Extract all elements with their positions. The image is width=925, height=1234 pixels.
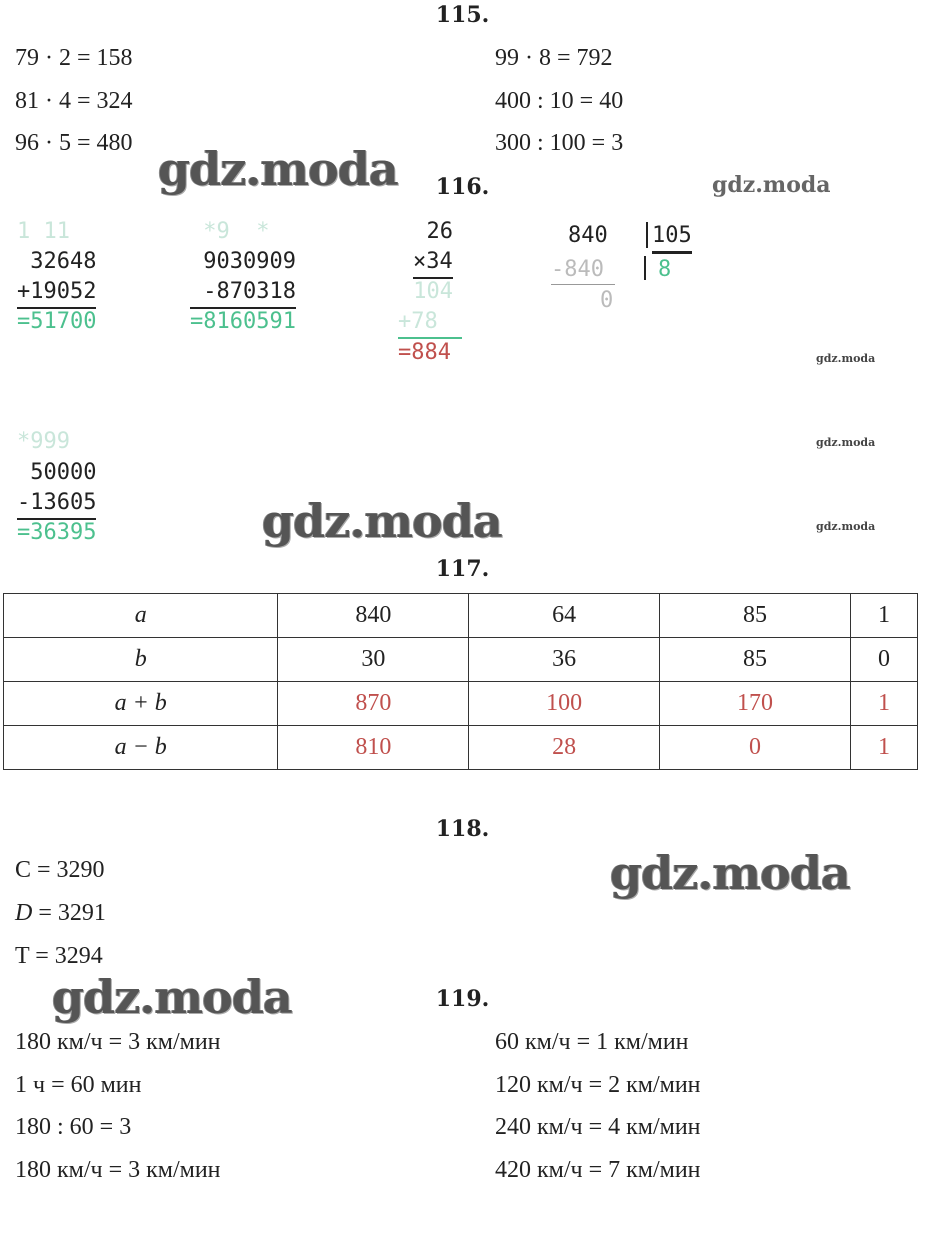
- eq-119-left-3: 180 : 60 = 3: [15, 1114, 132, 1140]
- table-row: [4, 638, 918, 682]
- table-cell: 28: [469, 726, 660, 770]
- eq-119-right-2: 120 км/ч = 2 км/мин: [495, 1072, 701, 1098]
- minuend: 50000: [17, 460, 97, 485]
- row-label: a − b: [4, 726, 278, 770]
- multiplicand: 26: [400, 219, 453, 244]
- division-line: [551, 284, 615, 285]
- addend-1: 32648: [17, 249, 97, 274]
- eq-115-left-1: 79 · 2 = 158: [15, 45, 133, 71]
- table-cell: 810: [278, 726, 469, 770]
- table-cell: 170: [660, 682, 851, 726]
- table-cell: 1: [850, 682, 917, 726]
- table-cell: 1: [850, 594, 917, 638]
- table-row: [4, 682, 918, 726]
- carry-digits: 1 11: [17, 219, 70, 244]
- subtrahend: -870318: [190, 277, 296, 309]
- eq-119-left-1: 180 км/ч = 3 км/мин: [15, 1029, 221, 1055]
- eq-115-right-3: 300 : 100 = 3: [495, 130, 624, 156]
- eq-119-left-2: 1 ч = 60 мин: [15, 1072, 142, 1098]
- table-cell: 100: [469, 682, 660, 726]
- row-label: b: [4, 638, 278, 682]
- division-subtract: -840: [551, 257, 604, 282]
- table-cell: 0: [850, 638, 917, 682]
- table-cell: 1: [850, 726, 917, 770]
- partial-product-2: +78: [398, 307, 462, 339]
- borrow-marks: *999: [17, 429, 70, 454]
- borrow-marks: *9 *: [190, 219, 270, 244]
- table-cell: 85: [660, 594, 851, 638]
- eq-118-3: T = 3294: [15, 943, 103, 969]
- eq-118-1: C = 3290: [15, 857, 105, 883]
- partial-product-1: 104: [400, 279, 453, 304]
- table-cell: 36: [469, 638, 660, 682]
- eq-115-right-2: 400 : 10 = 40: [495, 88, 624, 114]
- table-row: [4, 726, 918, 770]
- heading-117: 117.: [435, 556, 490, 582]
- division-bar-lower: [644, 256, 646, 280]
- watermark-logo: gdz.moda: [816, 436, 876, 449]
- addend-2: +19052: [17, 277, 96, 309]
- table-row: [4, 594, 918, 638]
- difference-result: =36395: [17, 520, 97, 545]
- table-cell: 64: [469, 594, 660, 638]
- divisor: 105: [652, 221, 692, 254]
- product-result: =884: [398, 340, 451, 365]
- table-cell: 85: [660, 638, 851, 682]
- watermark-logo: gdz.moda: [816, 352, 876, 365]
- values-table: [3, 593, 918, 770]
- watermark-logo: gdz.moda: [158, 142, 398, 196]
- eq-115-right-1: 99 · 8 = 792: [495, 45, 613, 71]
- heading-116: 116.: [435, 174, 490, 200]
- heading-119: 119.: [435, 986, 490, 1012]
- eq-119-right-4: 420 км/ч = 7 км/мин: [495, 1157, 701, 1183]
- watermark-logo: gdz.moda: [262, 494, 502, 548]
- multiplier: ×34: [413, 247, 453, 279]
- difference-result: =8160591: [190, 309, 296, 334]
- heading-118: 118.: [435, 816, 490, 842]
- table-cell: 870: [278, 682, 469, 726]
- minuend: 9030909: [190, 249, 296, 274]
- eq-119-right-1: 60 км/ч = 1 км/мин: [495, 1029, 689, 1055]
- eq-119-left-4: 180 км/ч = 3 км/мин: [15, 1157, 221, 1183]
- heading-115: 115.: [435, 2, 490, 28]
- eq-119-right-3: 240 км/ч = 4 км/мин: [495, 1114, 701, 1140]
- table-cell: 840: [278, 594, 469, 638]
- eq-115-left-2: 81 · 4 = 324: [15, 88, 133, 114]
- row-label: a: [4, 594, 278, 638]
- division-bar: [646, 222, 648, 248]
- watermark-logo: gdz.moda: [712, 172, 831, 198]
- quotient: 8: [658, 257, 672, 282]
- row-label: a + b: [4, 682, 278, 726]
- eq-118-2: D = 3291: [15, 900, 106, 926]
- dividend: 840: [568, 223, 608, 248]
- table-cell: 30: [278, 638, 469, 682]
- watermark-logo: gdz.moda: [52, 970, 292, 1024]
- table-cell: 0: [660, 726, 851, 770]
- remainder: 0: [600, 288, 614, 313]
- subtrahend: -13605: [17, 488, 96, 520]
- watermark-logo: gdz.moda: [816, 520, 876, 533]
- watermark-logo: gdz.moda: [610, 846, 850, 900]
- sum-result: =51700: [17, 309, 97, 334]
- eq-115-left-3: 96 · 5 = 480: [15, 130, 133, 156]
